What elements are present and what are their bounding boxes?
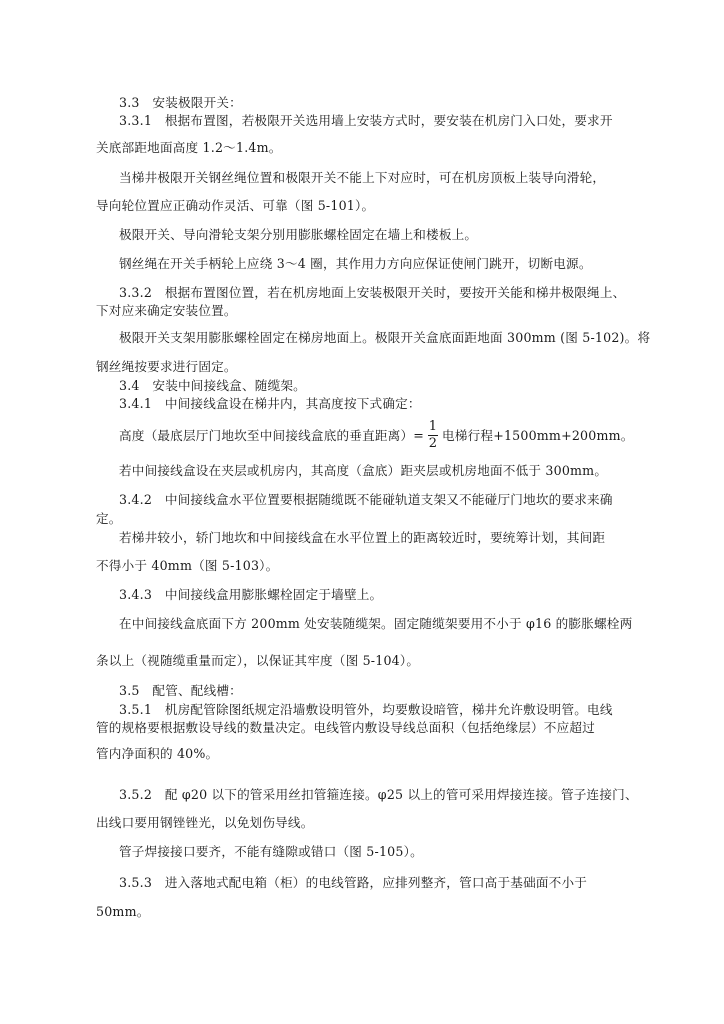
height-formula	[119, 420, 634, 451]
paragraph-3-3-2-line2: 下对应来确定安装位置。	[96, 303, 237, 318]
paragraph-line: 管子焊接接口要齐，不能有缝隙或错口（图 5-105）。	[119, 844, 423, 859]
paragraph-line: 若梯井较小，轿门地坎和中间接线盒在水平位置上的距离较近时，要统筹计划，其间距	[119, 530, 606, 545]
paragraph-3-3-2-line1: 3.3.2 根据布置图位置，若在机房地面上安装极限开关时，要按开关能和梯井极限绳上、	[119, 285, 626, 300]
paragraph-line: 极限开关、导向滑轮支架分别用膨胀螺栓固定在墙上和楼板上。	[119, 227, 478, 242]
paragraph-3-4-2-line2: 定。	[96, 511, 122, 526]
section-heading-3-5: 3.5 配管、配线槽：	[119, 683, 242, 698]
formula-left: 高度（最底层厅门地坎至中间接线盒底的垂直距离）=	[119, 427, 425, 443]
paragraph-3-5-2-line2: 出线口要用钢锉锉光，以免划伤导线。	[96, 815, 314, 830]
paragraph-3-3-1-line2: 关底部距地面高度 1.2～1.4m。	[96, 140, 282, 155]
paragraph-line: 在中间接线盒底面下方 200mm 处安装随缆架。固定随缆架要用不小于 φ16 的膨胀螺栓两	[119, 616, 633, 631]
paragraph-line: 不得小于 40mm（图 5-103）。	[96, 558, 279, 573]
paragraph-3-5-3-line1: 3.5.3 进入落地式配电箱（柜）的电线管路，应排列整齐，管口高于基础面不小于	[119, 875, 588, 890]
section-heading-3-4: 3.4 安装中间接线盒、随缆架。	[119, 378, 306, 393]
paragraph-line: 若中间接线盒设在夹层或机房内，其高度（盒底）距夹层或机房地面不低于 300mm。	[119, 463, 608, 478]
fraction-numerator: 1	[428, 419, 438, 434]
paragraph-3-5-1-line1: 3.5.1 机房配管除图纸规定沿墙敷设明管外，均要敷设暗管，梯井允许敷设明管。电线	[119, 702, 613, 717]
paragraph-3-3-1-line1: 3.3.1 根据布置图，若极限开关选用墙上安装方式时，要安装在机房门入口处，要求开	[119, 113, 613, 128]
paragraph-3-5-2-line1: 3.5.2 配 φ20 以下的管采用丝扣管箍连接。φ25 以上的管可采用焊接连接。管子连接门、	[119, 787, 638, 802]
paragraph-line: 导向轮位置应正确动作灵活、可靠（图 5-101）。	[96, 198, 375, 213]
section-heading-3-3: 3.3 安装极限开关：	[119, 95, 242, 110]
paragraph-3-4-2-line1: 3.4.2 中间接线盒水平位置要根据随缆既不能碰轨道支架又不能碰厅门地坎的要求来确	[119, 492, 613, 507]
fraction	[428, 420, 438, 451]
paragraph-line: 钢丝绳在开关手柄轮上应绕 3～4 圈，其作用力方向应保证使闸门跳开，切断电源。	[119, 256, 592, 271]
paragraph-3-4-1: 3.4.1 中间接线盒设在梯井内，其高度按下式确定：	[119, 396, 421, 411]
paragraph-3-5-3-line2: 50mm。	[96, 904, 150, 919]
fraction-denominator: 2	[428, 436, 438, 451]
paragraph-3-5-1-line3: 管内净面积的 40%。	[96, 746, 219, 761]
formula-right: 电梯行程+1500mm+200mm。	[442, 427, 634, 443]
paragraph-line: 钢丝绳按要求进行固定。	[96, 359, 237, 374]
paragraph-line: 极限开关支架用膨胀螺栓固定在梯房地面上。极限开关盒底面距地面 300mm (图 5-102)。将	[119, 330, 651, 345]
paragraph-3-5-1-line2: 管的规格要根据敷设导线的数量决定。电线管内敷设导线总面积（包括绝缘层）不应超过	[96, 720, 595, 735]
paragraph-line: 条以上（视随缆重量而定），以保证其牢度（图 5-104）。	[96, 653, 420, 668]
paragraph-3-4-3: 3.4.3 中间接线盒用膨胀螺栓固定于墙壁上。	[119, 587, 383, 602]
paragraph-line: 当梯井极限开关钢丝绳位置和极限开关不能上下对应时，可在机房顶板上装导向滑轮，	[119, 170, 606, 185]
